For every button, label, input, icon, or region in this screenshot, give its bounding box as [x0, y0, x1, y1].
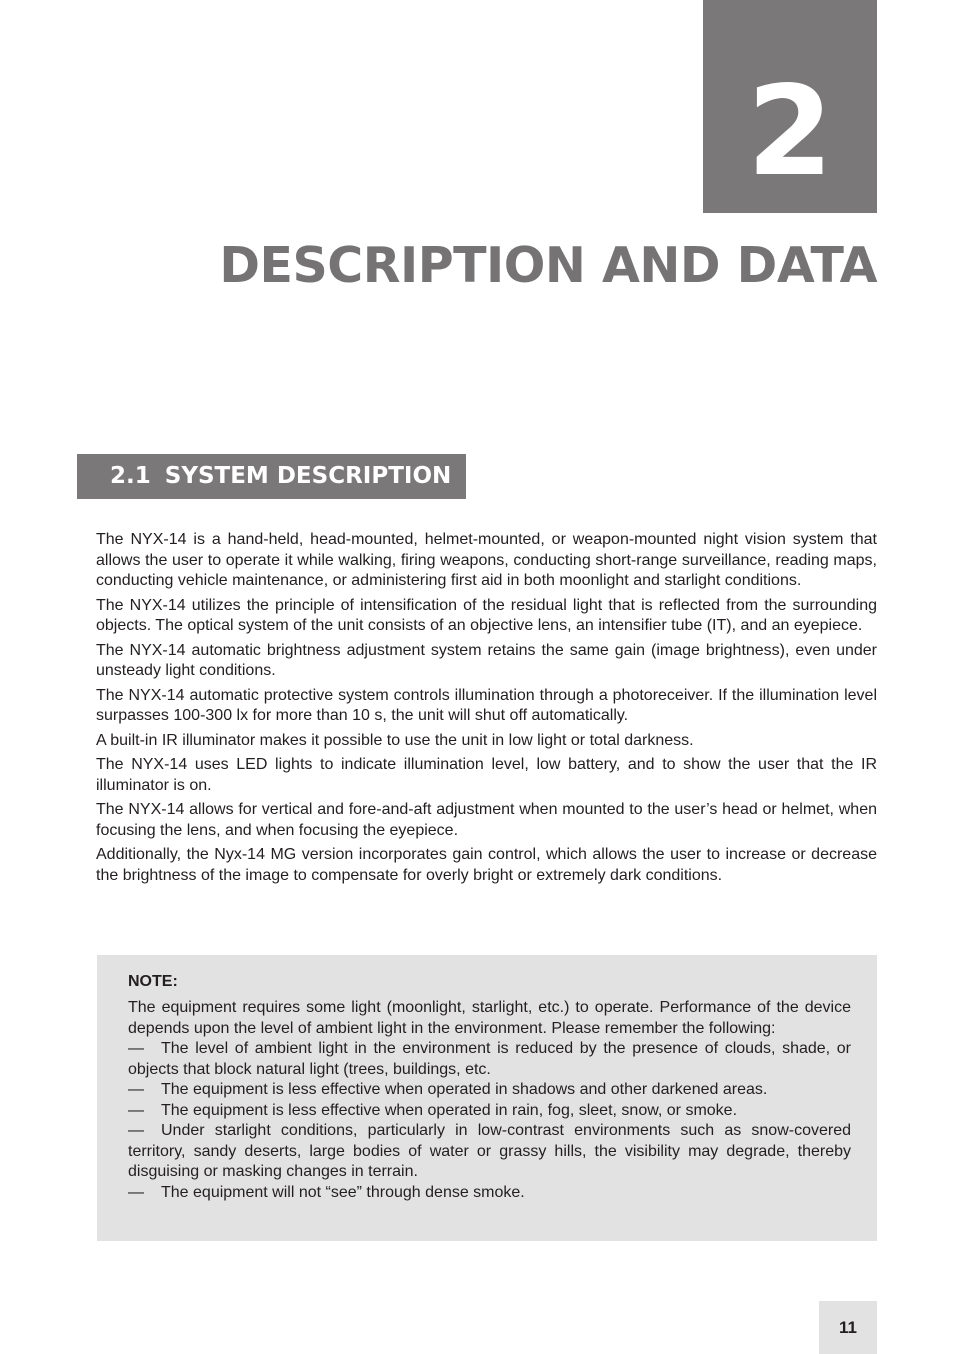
paragraph: The NYX-14 is a hand-held, head-mounted, helmet-mounted, or weapon-mounted night vision system that allows the user to operate it while walking, firing weapons, conducting short-range surveillance, reading maps, conducting vehicle maintenance, or administering first aid in both moonlight and starlight conditions. — [96, 531, 877, 589]
paragraph: The NYX-14 allows for vertical and fore-and-aft adjustment when mounted to the user’s head or helmet, when focusing the lens, and when focusing the eyepiece. — [96, 801, 877, 839]
section-header — [77, 454, 466, 499]
dash-marker: — — [128, 1101, 144, 1119]
section-title: SYSTEM DESCRIPTION — [164, 463, 452, 489]
paragraph: The NYX-14 uses LED lights to indicate illumination level, low battery, and to show the user that the IR illuminator is on. — [96, 756, 877, 794]
dash-marker: — — [128, 1183, 144, 1201]
page-number: 11 — [819, 1301, 877, 1354]
section-number: 2.1 — [110, 463, 151, 489]
note-item: — The equipment will not “see” through dense smoke. — [128, 1183, 851, 1204]
note-item: — Under starlight conditions, particularly in low-contrast environments such as snow-covered territory, sandy deserts, large bodies of water or grassy hills, the visibility may degrade, thereby disguising or masking changes in terrain. — [128, 1122, 851, 1180]
paragraph: The NYX-14 utilizes the principle of intensification of the residual light that is reflected from the surrounding objects. The optical system of the unit consists of an objective lens, an intensifier tube (IT), and an eyepiece. — [96, 596, 877, 634]
note-intro: The equipment requires some light (moonlight, starlight, etc.) to operate. Performance of the device depends upon the level of ambient light in the environment. Please remember the following: — [128, 999, 851, 1037]
note-list — [128, 1039, 851, 1203]
paragraph: A built-in IR illuminator makes it possible to use the unit in low light or total darkness. — [96, 731, 694, 749]
paragraph: Additionally, the Nyx-14 MG version incorporates gain control, which allows the user to increase or decrease the brightness of the image to compensate for overly bright or extremely dark conditions. — [96, 846, 877, 884]
paragraph: The NYX-14 automatic brightness adjustment system retains the same gain (image brightness), even under unsteady light conditions. — [96, 641, 877, 679]
chapter-number: 2 — [746, 60, 834, 204]
chapter-number-block — [703, 0, 877, 213]
note-item: — The equipment is less effective when operated in shadows and other darkened areas. — [128, 1080, 851, 1101]
dash-marker: — — [128, 1081, 144, 1098]
note-box — [97, 955, 877, 1241]
note-item: — The equipment is less effective when operated in rain, fog, sleet, snow, or smoke. — [128, 1101, 851, 1122]
note-title: NOTE: — [128, 973, 178, 990]
dash-marker: — — [128, 1040, 144, 1057]
note-item: — The level of ambient light in the environment is reduced by the presence of clouds, shade, or objects that block natural light (trees, buildings, etc. — [128, 1040, 851, 1078]
chapter-title: DESCRIPTION AND DATA — [219, 237, 877, 294]
paragraph: The NYX-14 automatic protective system controls illumination through a photoreceiver. If the illumination level surpasses 100-300 lx for more than 10 s, the unit will shut off automatically. — [96, 686, 877, 724]
section-body — [96, 530, 877, 890]
dash-marker: — — [128, 1122, 144, 1139]
